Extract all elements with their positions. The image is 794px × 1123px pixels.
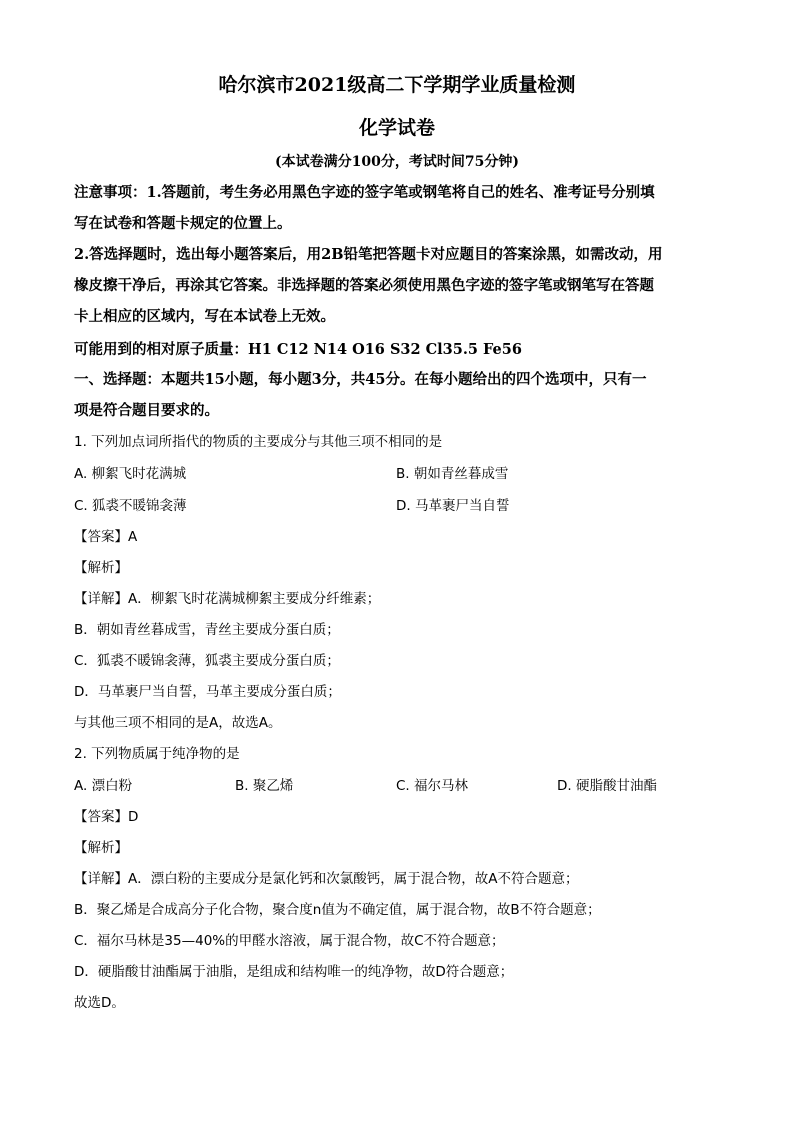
q1-detail-4: D．马革裹尸当自誓，马革主要成分蛋白质；	[74, 684, 341, 700]
exam-subject: 化学试卷	[358, 117, 435, 139]
q1-option-c: C. 狐裘不暖锦衾薄	[74, 498, 187, 514]
notice-line-1: 注意事项：1.答题前，考生务必用黑色字迹的签字笔或钢笔将自己的姓名、准考证号分别填	[74, 184, 655, 201]
q1-answer: 【答案】A	[74, 529, 138, 545]
q2-option-c: C. 福尔马林	[396, 778, 469, 794]
q1-option-a: A. 柳絮飞时花满城	[74, 466, 187, 482]
notice-line-4: 橡皮擦干净后，再涂其它答案。非选择题的答案必须使用黑色字迹的签字笔或钢笔写在答题	[74, 277, 654, 294]
q1-option-b: B. 朝如青丝暮成雪	[396, 466, 509, 482]
q1-detail-1: 【详解】A．柳絮飞时花满城柳絮主要成分纤维素；	[74, 591, 381, 607]
atomic-mass-line: 可能用到的相对原子质量：H1 C12 N14 O16 S32 Cl35.5 Fe56	[74, 341, 522, 358]
q1-stem: 1. 下列加点词所指代的物质的主要成分与其他三项不相同的是	[74, 434, 443, 450]
q2-stem: 2. 下列物质属于纯净物的是	[74, 746, 240, 762]
q2-option-a: A. 漂白粉	[74, 778, 133, 794]
q2-conclusion: 故选D。	[74, 995, 125, 1011]
notice-line-3: 2.答选择题时，选出每小题答案后，用2B铅笔把答题卡对应题目的答案涂黑，如需改动，用	[74, 246, 663, 263]
q1-analysis-label: 【解析】	[74, 560, 128, 576]
q1-conclusion: 与其他三项不相同的是A，故选A。	[74, 715, 282, 731]
section-heading-2: 项是符合题目要求的。	[74, 402, 219, 419]
q1-option-d: D. 马革裹尸当自誓	[396, 498, 510, 514]
q2-option-b: B. 聚乙烯	[235, 778, 294, 794]
q1-detail-2: B．朝如青丝暮成雪，青丝主要成分蛋白质；	[74, 622, 340, 638]
q2-detail-3: C．福尔马林是35—40%的甲醛水溶液，属于混合物，故C不符合题意；	[74, 933, 505, 949]
q2-detail-1: 【详解】A．漂白粉的主要成分是氯化钙和次氯酸钙，属于混合物，故A不符合题意；	[74, 871, 579, 887]
q2-option-d: D. 硬脂酸甘油酯	[557, 778, 657, 794]
section-heading-1: 一、选择题：本题共15小题，每小题3分，共45分。在每小题给出的四个选项中，只有一	[74, 371, 647, 388]
q2-detail-4: D．硬脂酸甘油酯属于油脂，是组成和结构唯一的纯净物，故D符合题意；	[74, 964, 514, 980]
exam-info: (本试卷满分100分，考试时间75分钟)	[275, 154, 519, 170]
notice-line-2: 写在试卷和答题卡规定的位置上。	[74, 215, 292, 232]
q2-answer: 【答案】D	[74, 809, 139, 825]
notice-line-5: 卡上相应的区域内，写在本试卷上无效。	[74, 308, 335, 325]
q2-analysis-label: 【解析】	[74, 840, 128, 856]
q2-detail-2: B．聚乙烯是合成高分子化合物，聚合度n值为不确定值，属于混合物，故B不符合题意；	[74, 902, 601, 918]
exam-title: 哈尔滨市2021级高二下学期学业质量检测	[218, 74, 576, 96]
q1-detail-3: C．狐裘不暖锦衾薄，狐裘主要成分蛋白质；	[74, 653, 340, 669]
